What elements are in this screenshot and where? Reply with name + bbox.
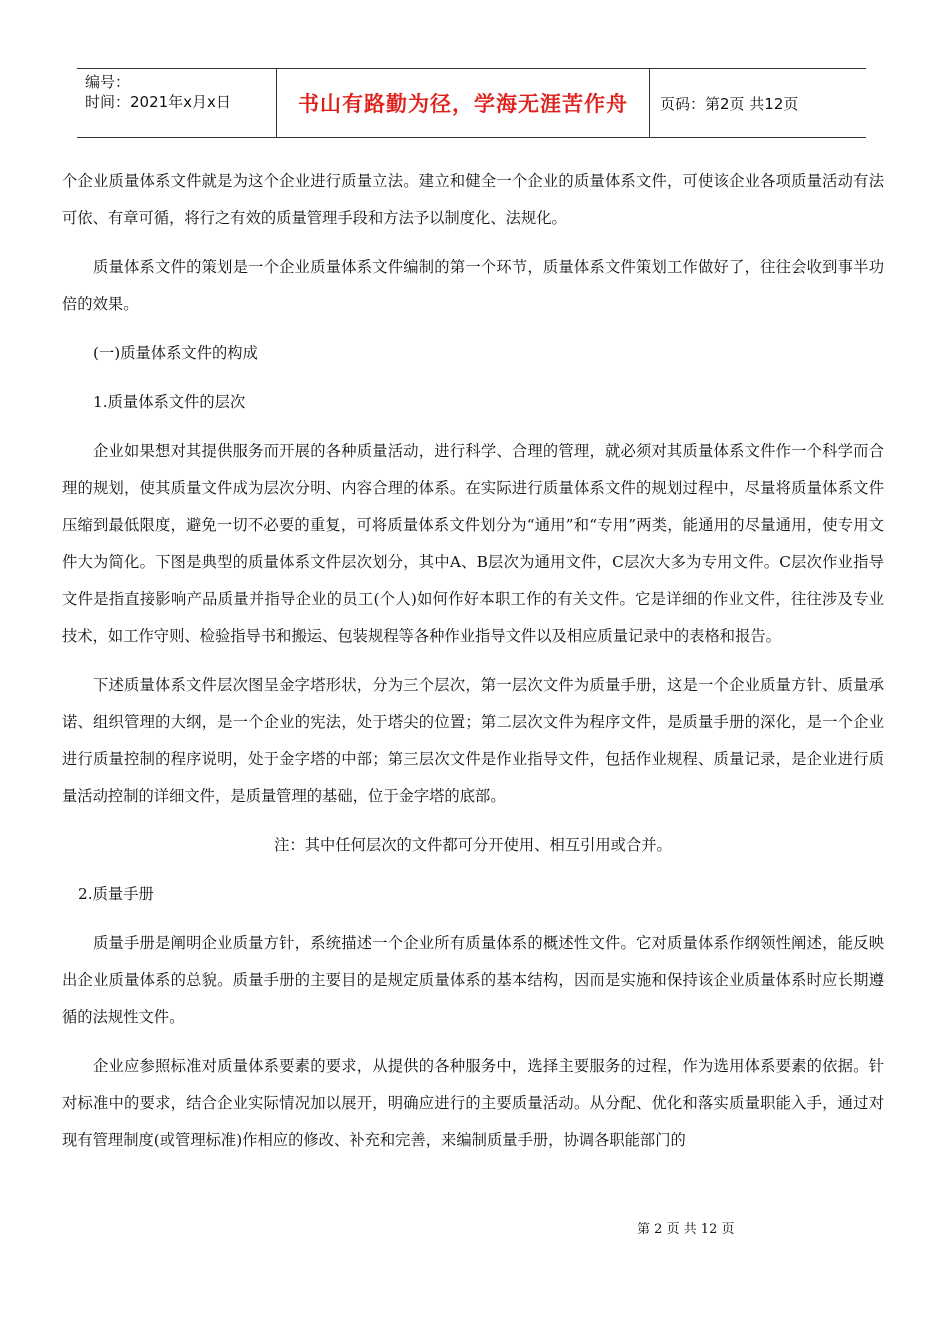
header-motto-cell	[277, 69, 650, 137]
header-page-number: 页码：第2页 共12页	[660, 94, 799, 113]
note: 注：其中任何层次的文件都可分开使用、相互引用或合并。	[274, 836, 672, 854]
document-date: 时间：2021年x月x日	[85, 93, 231, 111]
document-number: 编号：	[85, 73, 131, 91]
page-header	[77, 68, 866, 138]
subsection-heading: 2.质量手册	[78, 885, 154, 903]
header-meta	[77, 69, 277, 137]
footer-page-number: 第 2 页 共 12 页	[637, 1222, 735, 1237]
paragraph: 企业如果想对其提供服务而开展的各种质量活动，进行科学、合理的管理，就必须对其质量体系文件作一个科学而合理的规划，使其质量文件成为层次分明、内容合理的体系。在实际进行质量体系文件的规划过程中，尽量将质量体系文件压缩到最低限度，避免一切不必要的重复，可将质量体系文件划分为“通用”和“专用”两类，能通用的尽量通用，使专用文件大为简化。下图是典型的质量体系文件层次划分，其中A、B层次为通用文件，C层次大多为专用文件。C层次作业指导文件是指直接影响产品质量并指导企业的员工(个人)如何作好本职工作的有关文件。它是详细的作业文件，往往涉及专业技术，如工作守则、检验指导书和搬运、包装规程等各种作业指导文件以及相应质量记录中的表格和报告。	[62, 442, 884, 645]
paragraph: 质量体系文件的策划是一个企业质量体系文件编制的第一个环节，质量体系文件策划工作做好了，往往会收到事半功倍的效果。	[62, 258, 884, 313]
document-body	[62, 163, 884, 1159]
paragraph: 个企业质量体系文件就是为这个企业进行质量立法。建立和健全一个企业的质量体系文件，可使该企业各项质量活动有法可依、有章可循，将行之有效的质量管理手段和方法予以制度化、法规化。	[62, 172, 884, 227]
paragraph: 企业应参照标准对质量体系要素的要求，从提供的各种服务中，选择主要服务的过程，作为选用体系要素的依据。针对标准中的要求，结合企业实际情况加以展开，明确应进行的主要质量活动。从分配、优化和落实质量职能入手，通过对现有管理制度(或管理标准)作相应的修改、补充和完善，来编制质量手册，协调各职能部门的	[62, 1057, 884, 1149]
section-heading: (一)质量体系文件的构成	[93, 344, 258, 362]
header-motto: 书山有路勤为径，学海无涯苦作舟	[298, 92, 628, 116]
paragraph: 下述质量体系文件层次图呈金字塔形状，分为三个层次，第一层次文件为质量手册，这是一个企业质量方针、质量承诺、组织管理的大纲，是一个企业的宪法，处于塔尖的位置；第二层次文件为程序文件，是质量手册的深化，是一个企业进行质量控制的程序说明，处于金字塔的中部；第三层次文件是作业指导文件，包括作业规程、质量记录，是企业进行质量活动控制的详细文件，是质量管理的基础，位于金字塔的底部。	[62, 676, 884, 805]
paragraph: 质量手册是阐明企业质量方针，系统描述一个企业所有质量体系的概述性文件。它对质量体系作纲领性阐述，能反映出企业质量体系的总貌。质量手册的主要目的是规定质量体系的基本结构，因而是实施和保持该企业质量体系时应长期遵循的法规性文件。	[62, 934, 884, 1026]
subsection-heading: 1.质量体系文件的层次	[93, 393, 246, 411]
